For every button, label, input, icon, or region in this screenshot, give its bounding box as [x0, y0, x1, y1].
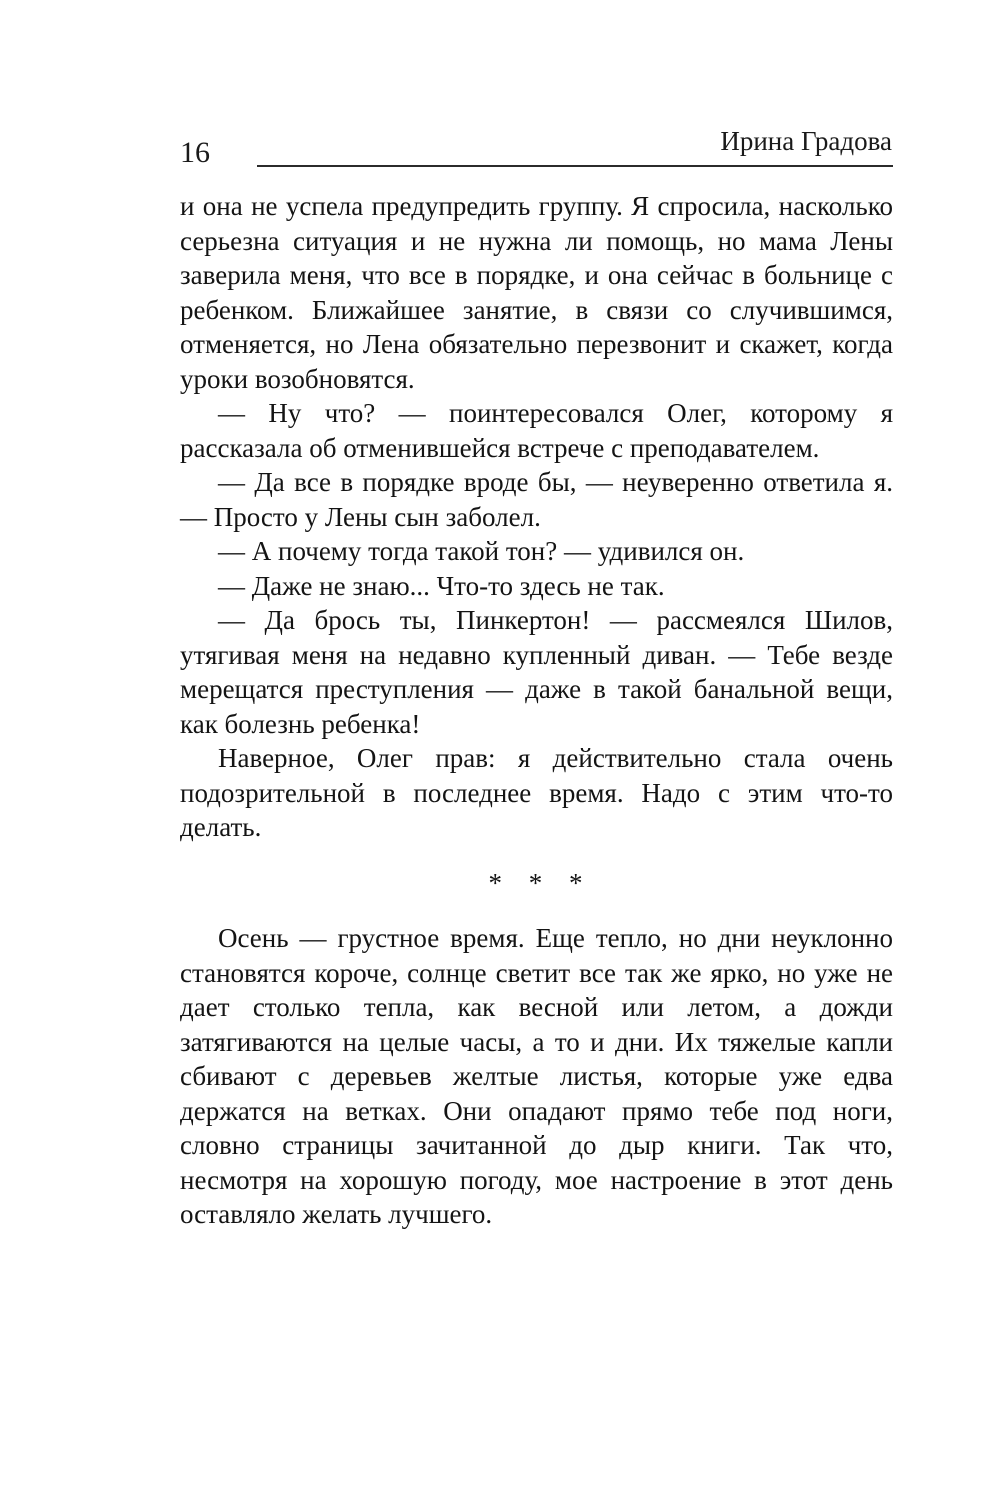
running-title: Ирина Градова — [720, 126, 892, 156]
paragraph: Наверное, Олег прав: я действительно стала очень подозрительной в последнее время. Надо с этим что-то делать. — [180, 743, 893, 842]
section-separator: * * * — [488, 867, 585, 898]
page-body — [180, 189, 893, 1232]
paragraph: Осень — грустное время. Еще тепло, но дни неуклонно становятся короче, солнце светит все так же ярко, но уже не дает столько тепла, как весной или летом, а дожди затягиваются на целые часы, а то и дни. Их тяжелые капли сбивают с деревьев желтые листья, которые уже едва держатся на ветках. Они опадают прямо тебе под ноги, словно страницы зачитанной до дыр книги. Так что, несмотря на хорошую погоду, мое настроение в этот день оставляло желать лучшего. — [180, 923, 893, 1229]
paragraph: — Да все в порядке вроде бы, — неуверенно ответила я. — Просто у Лены сын заболел. — [180, 467, 893, 532]
header-rule — [257, 165, 893, 167]
paragraph: — Да брось ты, Пинкертон! — рассмеялся Шилов, утягивая меня на недавно купленный диван. — Тебе везде мерещатся преступления — даже в такой банальной вещи, как болезнь ребенка! — [180, 605, 893, 739]
paragraph: — А почему тогда такой тон? — удивился он. — [218, 536, 745, 566]
paragraph: — Ну что? — поинтересовался Олег, которому я рассказала об отменившейся встрече с преподавателем. — [180, 398, 893, 463]
paragraph: и она не успела предупредить группу. Я спросила, насколько серьезна ситуация и не нужна ли помощь, но мама Лены заверила меня, что все в порядке, и она сейчас в больнице с ребенком. Ближайшее занятие, в связи со случившимся, отменяется, но Лена обязательно перезвонит и скажет, когда уроки возобновятся. — [180, 191, 893, 394]
paragraph: — Даже не знаю... Что-то здесь не так. — [218, 570, 665, 601]
page-number: 16 — [180, 136, 210, 169]
